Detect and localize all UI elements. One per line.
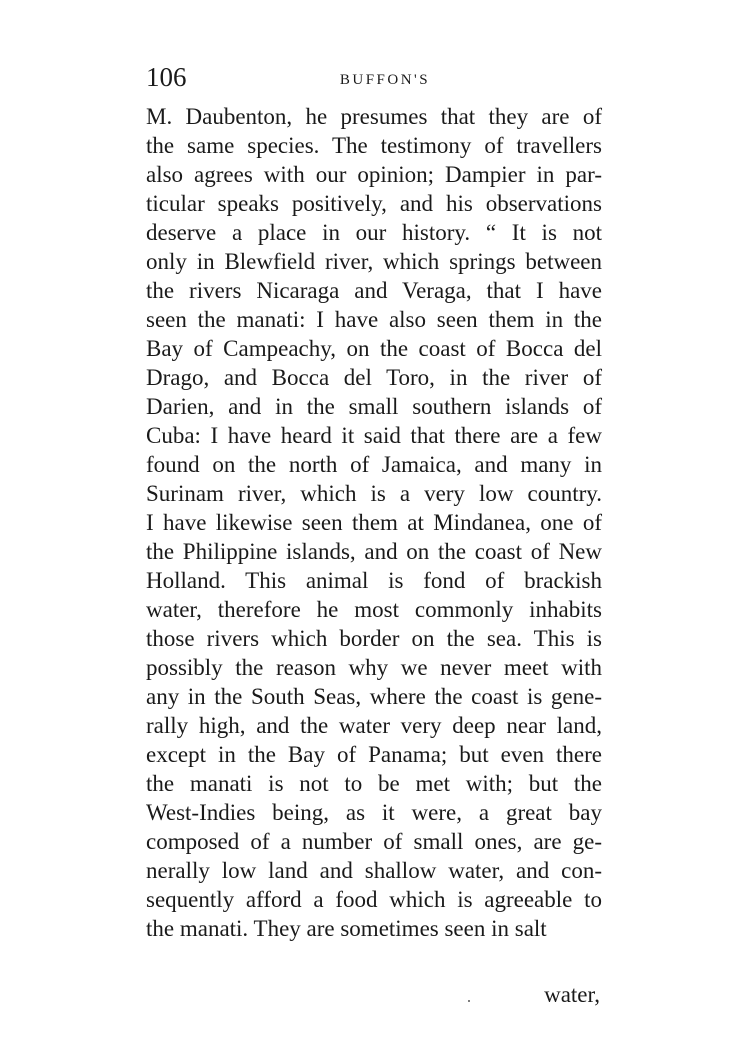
ink-speck [468,1000,470,1002]
text-line: sequently afford a food which is agreeable to [146,887,602,912]
text-line: also agrees with our opinion; Dampier in par- [146,162,602,187]
page-header [0,62,750,96]
text-line: Cuba: I have heard it said that there are a few [146,423,602,448]
text-line: West-Indies being, as it were, a great bay [146,800,602,825]
text-line: Drago, and Bocca del Toro, in the river of [146,365,602,390]
text-line: I have likewise seen them at Mindanea, one of [146,510,602,535]
text-line: any in the South Seas, where the coast is gene- [146,684,602,709]
text-line: nerally low land and shallow water, and con- [146,858,602,883]
text-line: possibly the reason why we never meet with [146,655,602,680]
text-line: the Philippine islands, and on the coast of New [146,539,602,564]
text-line: rally high, and the water very deep near land, [146,713,602,738]
text-line: seen the manati: I have also seen them in the [146,307,602,332]
text-line: except in the Bay of Panama; but even there [146,742,602,767]
text-line: only in Blewfield river, which springs between [146,249,602,274]
text-line: the same species. The testimony of travellers [146,133,602,158]
text-line: the manati. They are sometimes seen in salt [146,916,547,941]
text-line: M. Daubenton, he presumes that they are of [146,104,602,129]
text-line: Darien, and in the small southern islands of [146,394,602,419]
running-head: BUFFON'S [339,72,431,88]
body-text [146,102,602,943]
text-line: Surinam river, which is a very low country. [146,481,602,506]
text-line: those rivers which border on the sea. This is [146,626,602,651]
text-line: Holland. This animal is fond of brackish [146,568,602,593]
text-line: water, therefore he most commonly inhabits [146,597,602,622]
text-line: deserve a place in our history. “ It is not [146,220,602,245]
page-number: 106 [146,62,187,92]
text-line: ticular speaks positively, and his observations [146,191,602,216]
text-line: the manati is not to be met with; but the [146,771,602,796]
text-line: composed of a number of small ones, are ge- [146,829,602,854]
text-line: Bay of Campeachy, on the coast of Bocca del [146,336,602,361]
text-line: found on the north of Jamaica, and many in [146,452,602,477]
catchword: water, [544,982,600,1007]
text-line: the rivers Nicaraga and Veraga, that I have [146,278,602,303]
